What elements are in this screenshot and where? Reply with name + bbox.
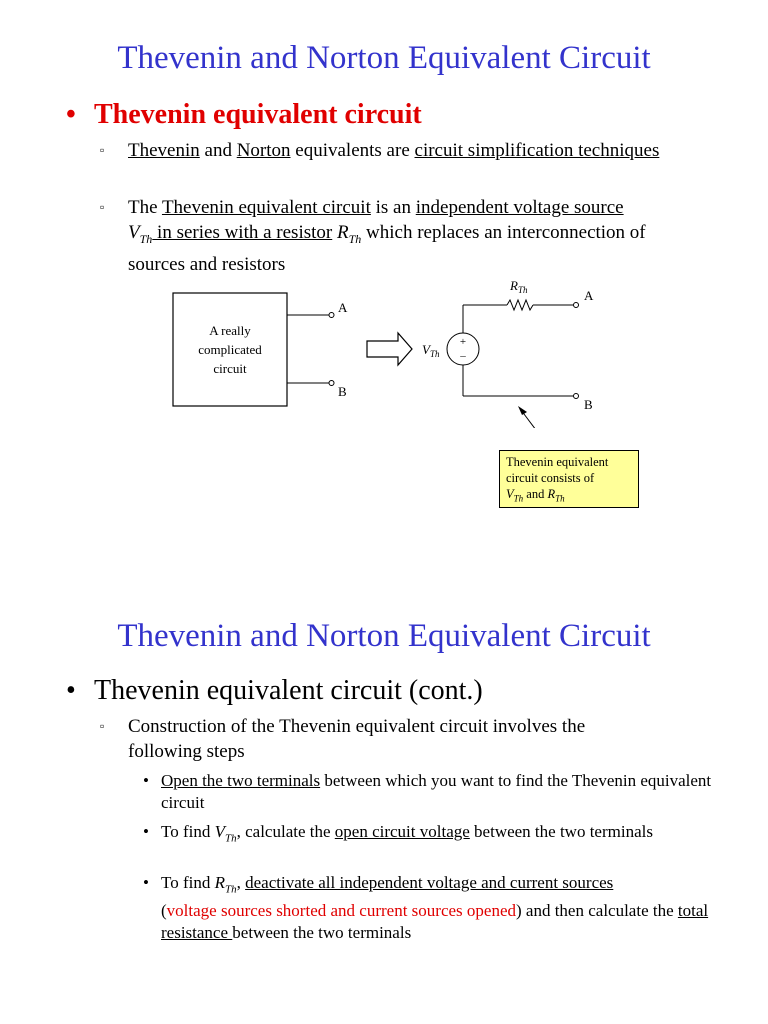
step-3: • To find $R_{Th}$, deactivate all independent voltage and current sources (voltage sources shorted and current sources opened) and then calculate the total resistance between the two terminals [143,873,709,943]
slide-1-sub-bullet-2: ▫ The Thevenin equivalent circuit is an independent voltage source $V_{Th}$ in series with a resistor $R_{Th}$ which replaces an interconnection of sources and resistors [100,197,646,275]
thevenin-terminal-a [574,303,579,308]
step-2: • To find $V_{Th}$, calculate the open circuit voltage between the two terminals [143,822,653,845]
step-1: • Open the two terminals between which you want to find the Thevenin equivalent circuit [143,771,712,812]
square-bullet-icon: ▫ [100,200,105,214]
circuit-diagram [160,278,620,428]
callout-arrow-head-icon [518,406,527,415]
slide-2-title: Thevenin and Norton Equivalent Circuit [117,618,651,654]
box-label-line-2: complicated [198,342,262,357]
bullet-dot-icon: • [143,873,149,892]
thevenin-terminal-b [574,394,579,399]
box-terminal-b-label: B [338,384,347,399]
plus-sign: + [459,336,467,348]
thevenin-terminal-b-label: B [584,397,593,412]
slide-2-sub-bullet-1: ▫ Construction of the Thevenin equivalent circuit involves the following steps [100,716,586,762]
square-bullet-icon: ▫ [100,719,105,733]
square-bullet-icon: ▫ [100,143,105,157]
rth-label: $R_{Th}$ [510,278,528,295]
vth-label: $V_{Th}$ [422,342,440,359]
callout-note: Thevenin equivalent circuit consists of $V_{Th}$ and $R_{Th}$ [499,450,639,508]
slide-1-main-bullet: • Thevenin equivalent circuit [66,99,422,130]
minus-sign: – [460,350,466,362]
transform-arrow-icon [367,333,412,365]
bullet-dot-icon: • [143,822,149,841]
box-label-line-1: A really [209,323,251,338]
box-label-line-3: circuit [213,361,247,376]
bullet-dot-icon: • [66,99,76,130]
box-terminal-b [329,381,334,386]
bullet-dot-icon: • [143,771,149,790]
thevenin-terminal-a-label: A [584,288,594,303]
slide-2-main-bullet: • Thevenin equivalent circuit (cont.) [66,675,483,706]
resistor-icon [507,300,533,310]
box-terminal-a [329,313,334,318]
box-terminal-a-label: A [338,300,348,315]
slide-2 [0,580,768,1024]
bullet-dot-icon: • [66,675,76,706]
slide-1-title: Thevenin and Norton Equivalent Circuit [117,40,651,76]
slide-1-sub-bullet-1: ▫ Thevenin and Norton equivalents are circuit simplification techniques [100,140,660,161]
